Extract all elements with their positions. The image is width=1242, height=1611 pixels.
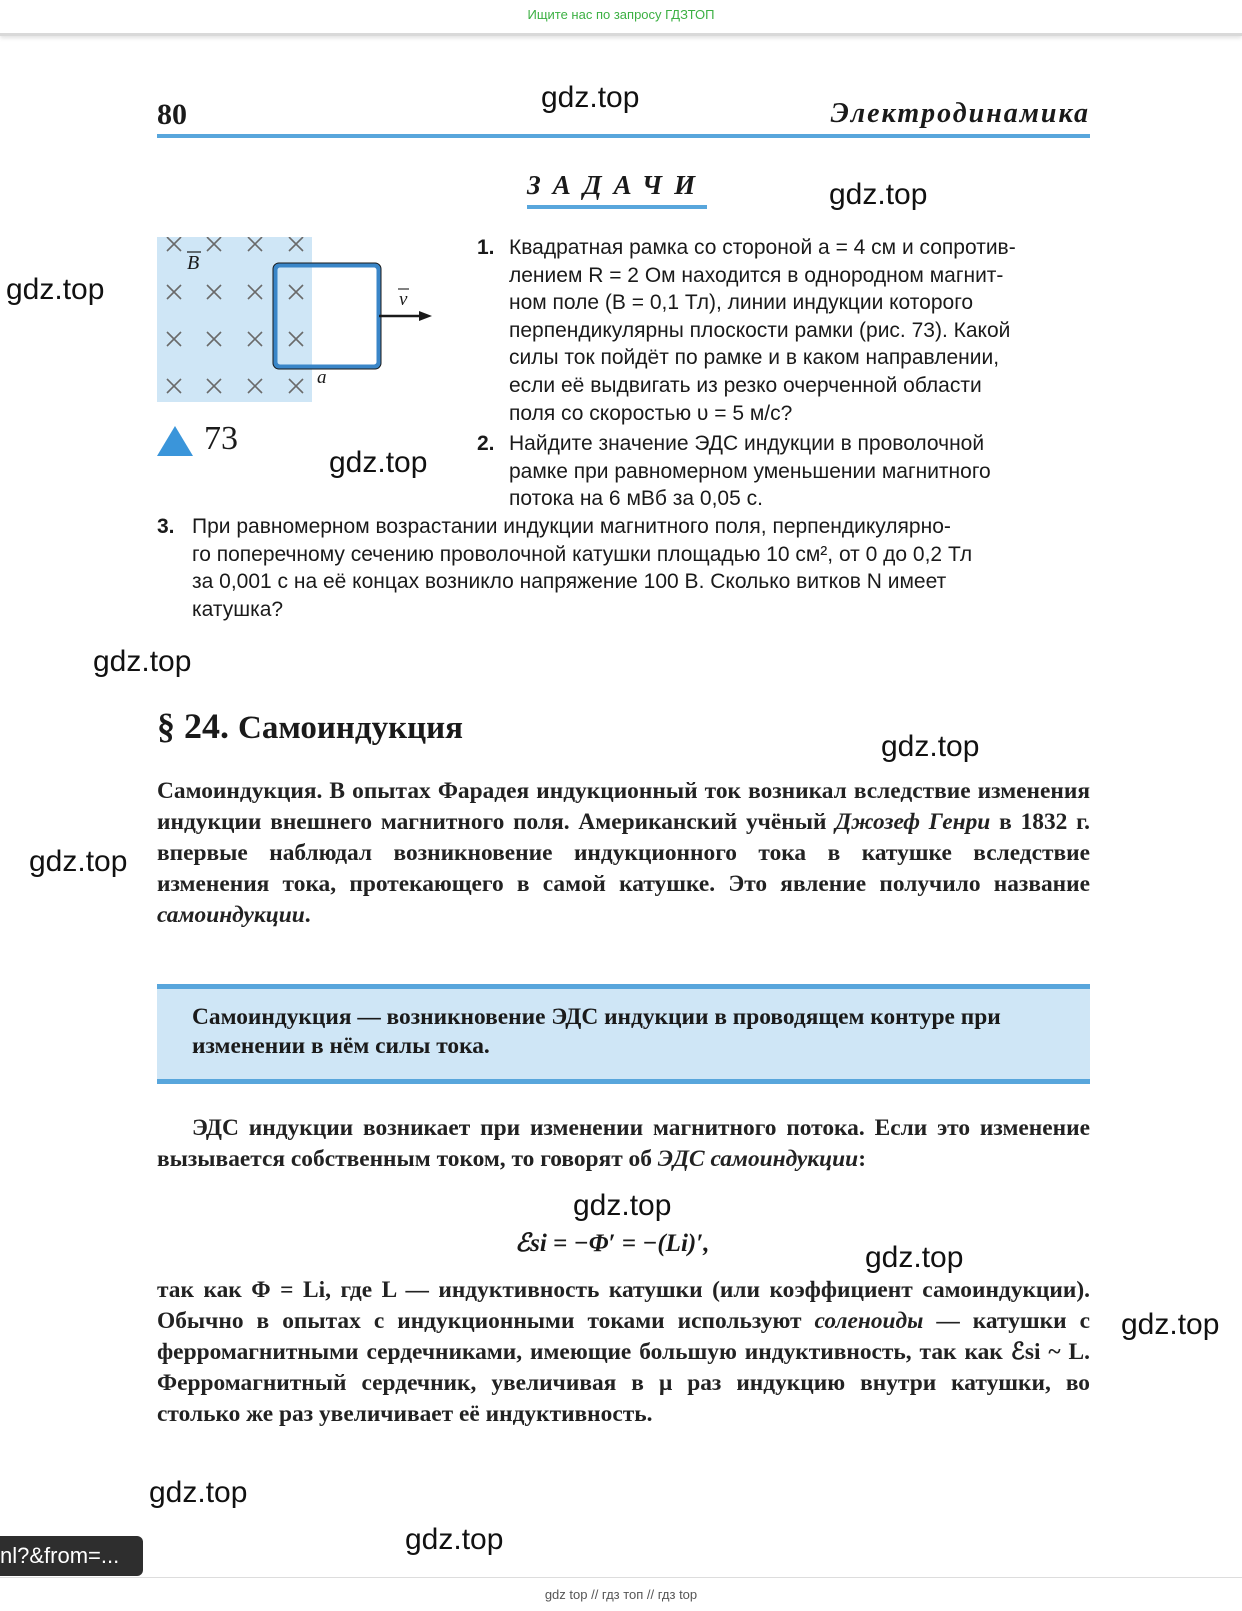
task-1-line: силы ток пойдёт по рамке и в каком направлении, bbox=[509, 346, 1000, 370]
paragraph-text: — катушки с ферромагнитными сердечниками, имеющие большую индуктивность, так как ℰsi ~ L. Ферромагнитный сердечник, увеличивая в μ раз индукцию внутри катушки, во столько же раз увеличивает её индуктивность. bbox=[157, 1308, 1090, 1427]
task-1-line: перпендикулярны плоскости рамки (рис. 73). Какой bbox=[509, 318, 1011, 342]
watermark: gdz.top bbox=[573, 1189, 672, 1222]
watermark: gdz.top bbox=[6, 273, 105, 306]
paragraph-text: в 1832 г. впервые наблюдал возникновение индукционного тока в катушке вследствие изменения тока, протекающего в самой катушке. Это явление получило название bbox=[157, 809, 1090, 897]
watermark: gdz.top bbox=[829, 178, 928, 211]
watermark: gdz.top bbox=[541, 81, 640, 114]
v-vector-label: v bbox=[399, 289, 408, 310]
b-vector-label: B bbox=[187, 252, 200, 274]
watermark: gdz.top bbox=[29, 845, 128, 878]
task-1-line: если её выдвигать из резко очерченной области bbox=[509, 373, 982, 397]
task-3-line: При равномерном возрастании индукции магнитного поля, перпендикулярно- bbox=[192, 515, 951, 538]
paragraph-emf bbox=[157, 1113, 1090, 1175]
page-number: 80 bbox=[157, 98, 187, 131]
bottom-links-bar bbox=[0, 1577, 1242, 1611]
term-self-induction: самоиндукции bbox=[157, 902, 305, 928]
paragraph-text: В опытах Фарадея индукционный ток возникал вследствие изменения индукции внешнего магнитного поля. Американский учёный bbox=[157, 778, 1090, 835]
watermark: gdz.top bbox=[93, 645, 192, 678]
section-title: Самоиндукция bbox=[238, 710, 463, 746]
section-number: § 24. bbox=[157, 706, 229, 746]
paragraph-text: . bbox=[304, 902, 311, 928]
task-2-text bbox=[509, 430, 1090, 513]
a-side-label: a bbox=[317, 367, 327, 388]
figure-marker-triangle-icon bbox=[157, 426, 193, 456]
task-2-line: Найдите значение ЭДС индукции в проволочной bbox=[509, 432, 985, 455]
paragraph-intro bbox=[157, 776, 1090, 962]
chapter-title: Электродинамика bbox=[830, 98, 1090, 129]
url-chip[interactable]: nl?&from=... bbox=[0, 1536, 143, 1576]
task-1-line: ном поле (B = 0,1 Тл), линии индукции которого bbox=[509, 291, 974, 315]
paragraph-text: ЭДС индукции возникает при изменении магнитного потока. Если это изменение вызывается собственным током, то говорят об bbox=[157, 1115, 1090, 1172]
task-1-line: поля со скоростью υ = 5 м/с? bbox=[509, 401, 793, 425]
definition-text: Самоиндукция — возникновение ЭДС индукции в проводящем контуре при изменении в нём силы тока. bbox=[192, 1004, 1001, 1059]
scientist-name: Джозеф Генри bbox=[835, 809, 991, 835]
watermark: gdz.top bbox=[1121, 1308, 1220, 1341]
paragraph-inductance bbox=[157, 1275, 1090, 1430]
section-heading bbox=[157, 705, 463, 747]
paragraph-text: так как Φ = Li, где L — индуктивность катушки (или коэффициент самоиндукции). Обычно в опытах с индукционными токами используют bbox=[157, 1277, 1090, 1334]
bottom-links[interactable]: gdz top // гдз топ // гдз top bbox=[544, 1587, 698, 1602]
task-1-text bbox=[509, 234, 1090, 427]
task-3-line: катушка? bbox=[192, 597, 284, 621]
definition-box bbox=[157, 984, 1090, 1084]
paragraph-lead: Самоиндукция. bbox=[157, 778, 323, 804]
task-2-line: потока на 6 мВб за 0,05 с. bbox=[509, 487, 763, 511]
watermark: gdz.top bbox=[405, 1523, 504, 1556]
figure-number: 73 bbox=[204, 420, 238, 457]
task-3-number: 3. bbox=[157, 515, 175, 538]
term-solenoids: соленоиды bbox=[814, 1308, 924, 1334]
paragraph-text: : bbox=[858, 1146, 866, 1172]
term-self-induction-emf: ЭДС самоиндукции bbox=[657, 1146, 859, 1172]
header-divider bbox=[157, 134, 1090, 138]
task-1-number: 1. bbox=[477, 236, 495, 259]
watermark: gdz.top bbox=[881, 730, 980, 763]
magnetic-field-region bbox=[157, 237, 312, 402]
task-1-line: Квадратная рамка со стороной a = 4 см и сопротив- bbox=[509, 236, 1016, 259]
watermark: gdz.top bbox=[329, 446, 428, 479]
task-2-number: 2. bbox=[477, 432, 495, 455]
tasks-heading: ЗАДАЧИ bbox=[527, 170, 707, 209]
figure-73-diagram bbox=[157, 237, 437, 402]
task-2-line: рамке при равномерном уменьшении магнитного bbox=[509, 459, 991, 483]
task-3-text bbox=[192, 513, 1090, 623]
top-notice-bar bbox=[0, 0, 1242, 36]
watermark: gdz.top bbox=[149, 1476, 248, 1509]
top-notice-text[interactable]: Ищите нас по запросу ГДЗТОП bbox=[527, 7, 715, 22]
task-3-line: за 0,001 с на её концах возникло напряжение 100 В. Сколько витков N имеет bbox=[192, 570, 947, 594]
task-1-line: лением R = 2 Ом находится в однородном магнит- bbox=[509, 263, 1004, 287]
task-3-line: го поперечному сечению проволочной катушки площадью 10 см², от 0 до 0,2 Тл bbox=[192, 542, 973, 566]
emf-formula: ℰsi = −Φ′ = −(Li)′, bbox=[515, 1230, 710, 1257]
watermark: gdz.top bbox=[865, 1241, 964, 1274]
